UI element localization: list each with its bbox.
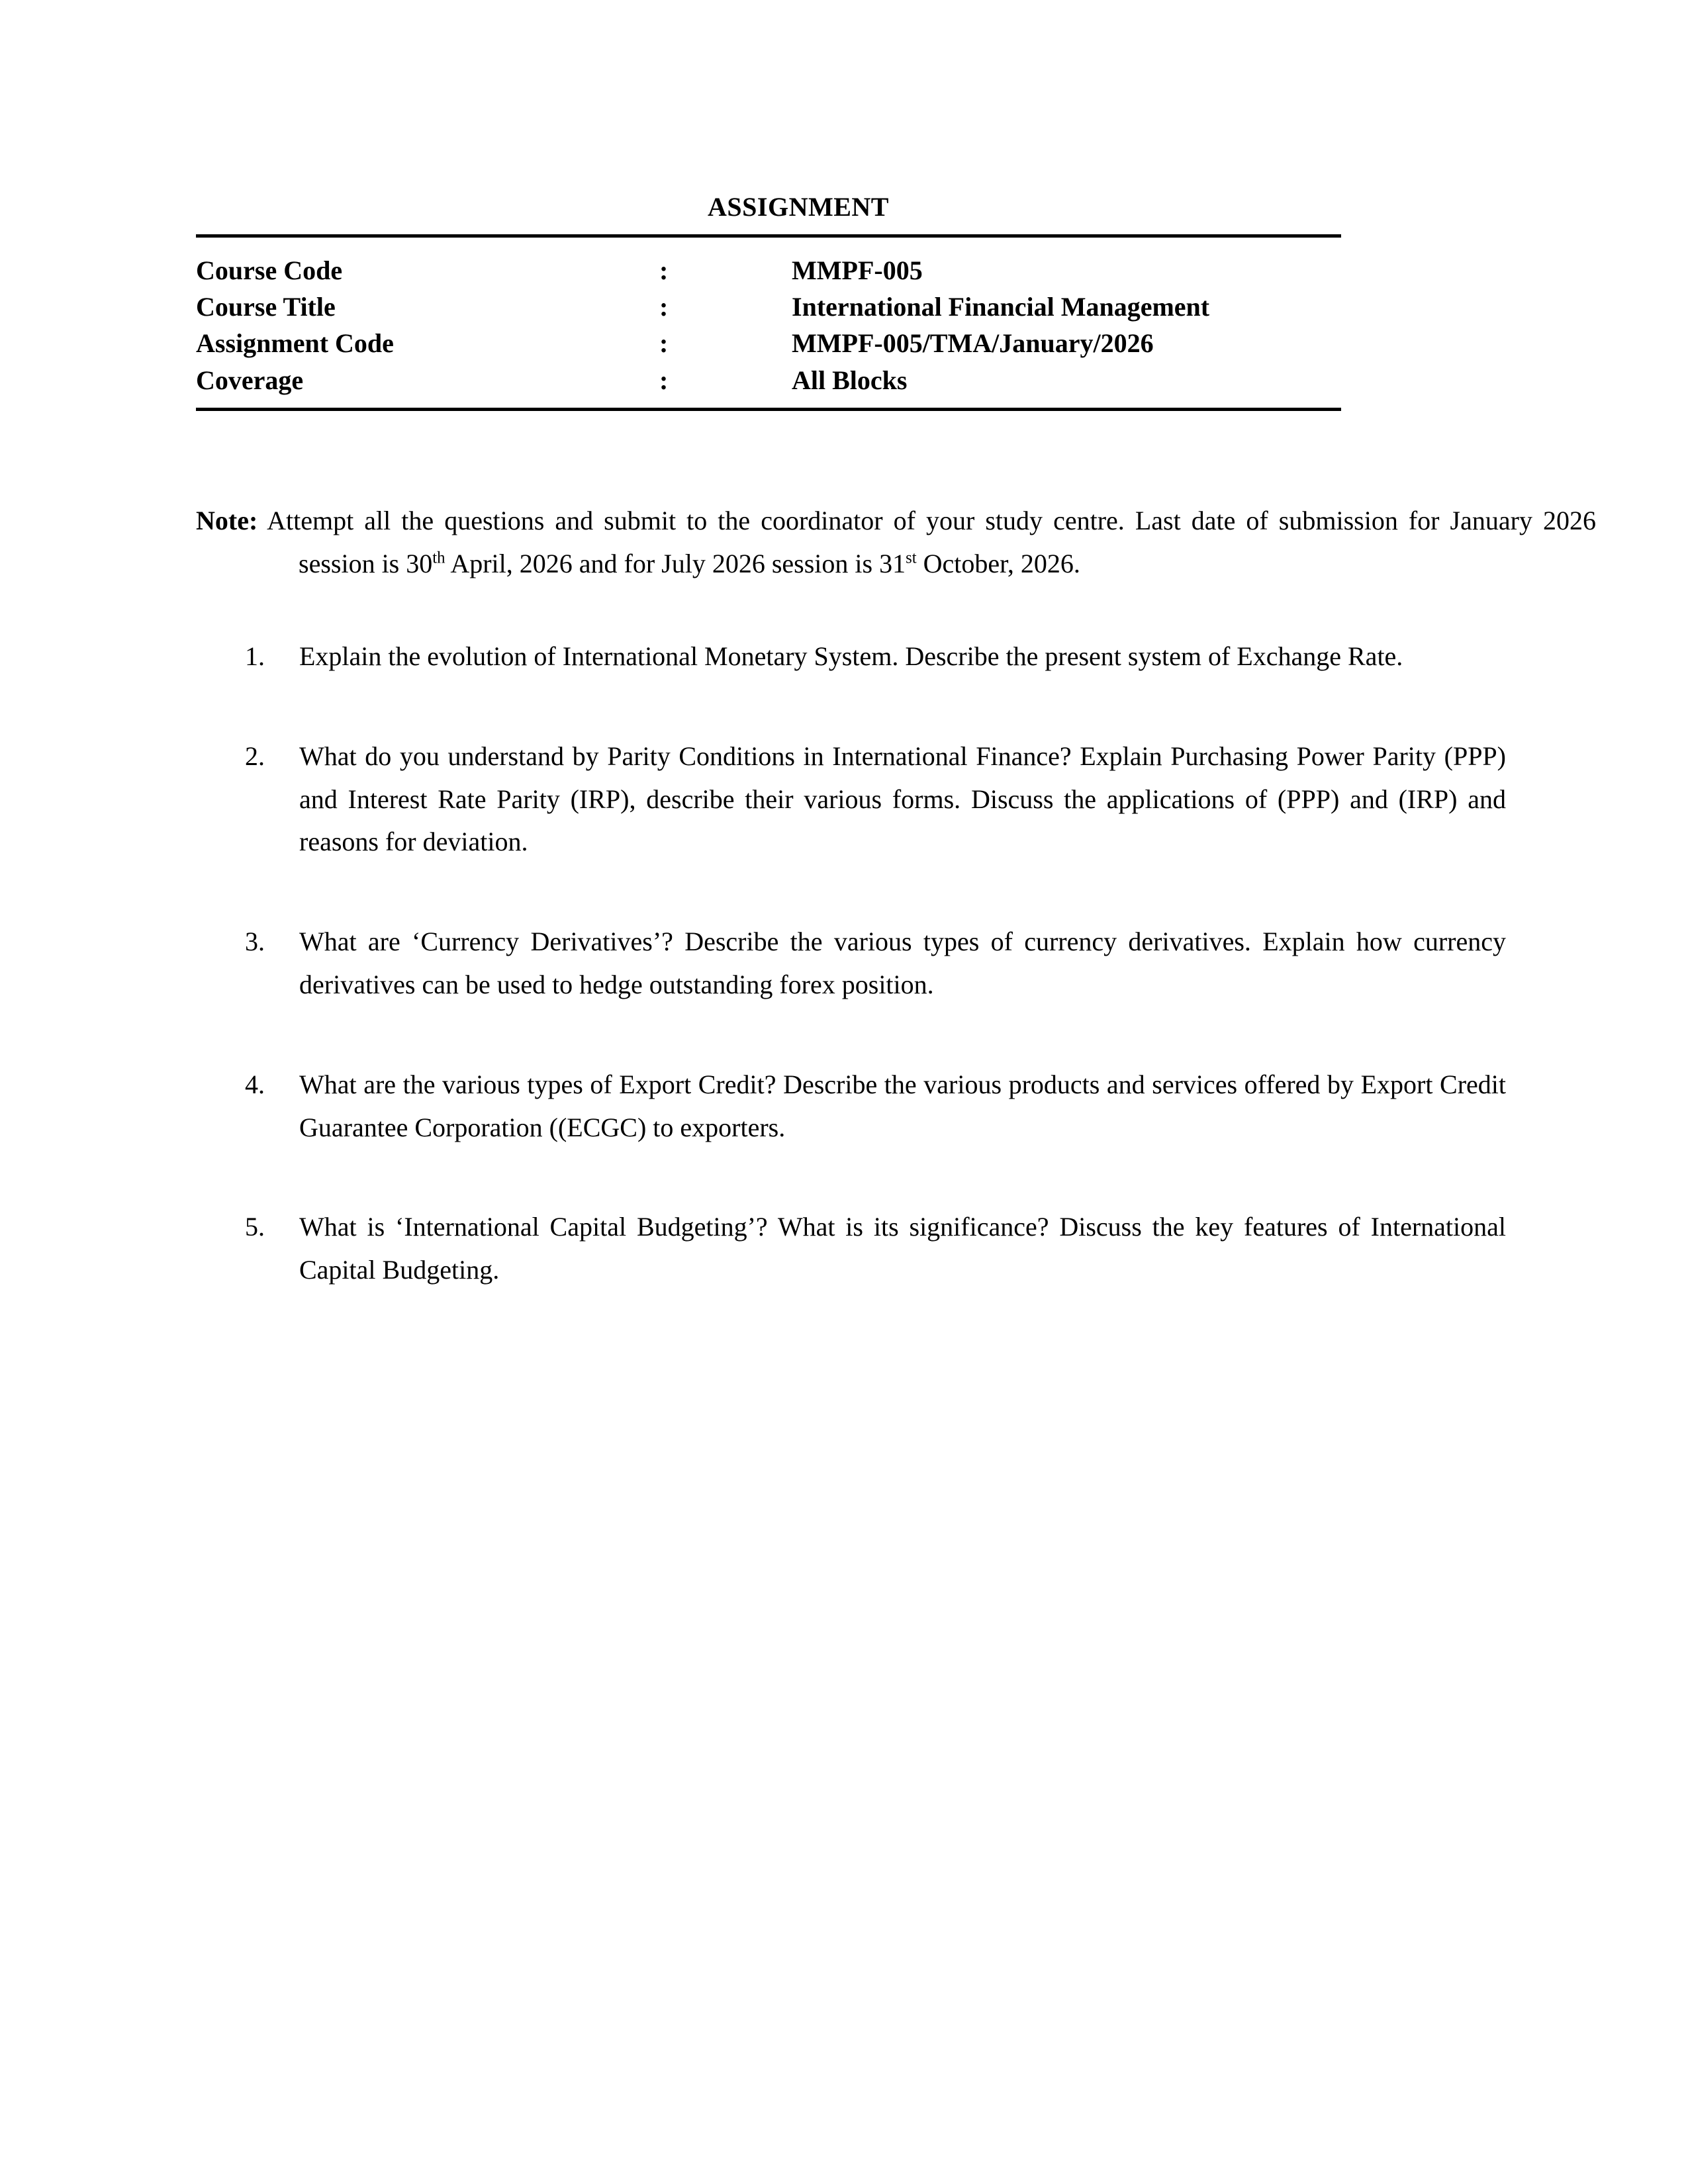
note-label: Note: bbox=[196, 506, 258, 535]
submission-note bbox=[196, 500, 1596, 586]
info-value-assignment-code: MMPF-005/TMA/January/2026 bbox=[792, 328, 1154, 359]
question-text-2: What do you understand by Parity Conditions in International Finance? Explain Purchasing Power Parity (PPP) and Interest Rate Parity (IRP), describe their various forms. Discuss the applications of (PPP) and (IRP) and reasons for deviation. bbox=[299, 741, 1506, 857]
table-row bbox=[196, 362, 1341, 398]
page-title: ASSIGNMENT bbox=[708, 192, 889, 222]
question-number-3: 3. bbox=[245, 927, 265, 957]
course-info-body bbox=[196, 252, 1341, 398]
info-colon-assignment-code: : bbox=[659, 328, 669, 359]
info-colon-course-title: : bbox=[659, 292, 669, 322]
note-ordinal-st: st bbox=[906, 549, 917, 567]
list-item bbox=[245, 635, 1506, 678]
note-text-part-2: April, 2026 and for July 2026 session is 31 bbox=[445, 548, 906, 578]
question-text-3: What are ‘Currency Derivatives’? Describe the various types of currency derivatives. Explain how currency derivatives can be used to hedge outstanding forex position. bbox=[299, 927, 1506, 999]
question-number-1: 1. bbox=[245, 641, 265, 671]
info-colon-course-code: : bbox=[659, 255, 669, 285]
list-item bbox=[245, 921, 1506, 1007]
header-block bbox=[196, 192, 1341, 411]
header-rule-top bbox=[196, 234, 1341, 238]
note-ordinal-th: th bbox=[432, 549, 445, 567]
info-colon-coverage: : bbox=[659, 365, 669, 395]
list-item bbox=[245, 735, 1506, 864]
question-text-5: What is ‘International Capital Budgeting’? What is its significance? Discuss the key features of International Capital Budgeting. bbox=[299, 1212, 1506, 1285]
table-row bbox=[196, 252, 1341, 289]
info-label-course-title: Course Title bbox=[196, 292, 336, 322]
course-info-table bbox=[196, 252, 1341, 398]
info-label-course-code: Course Code bbox=[196, 255, 343, 285]
question-text-4: What are the various types of Export Credit? Describe the various products and services offered by Export Credit Guarantee Corporation ((ECGC) to exporters. bbox=[299, 1069, 1506, 1142]
table-row bbox=[196, 289, 1341, 325]
question-number-2: 2. bbox=[245, 741, 265, 771]
table-row bbox=[196, 325, 1341, 361]
info-value-course-title: International Financial Management bbox=[792, 292, 1210, 322]
note-text-part-3: October, 2026. bbox=[916, 548, 1080, 578]
question-number-5: 5. bbox=[245, 1212, 265, 1242]
header-rule-bottom bbox=[196, 408, 1341, 411]
note-text-part-1: Attempt all the questions and submit to the coordinator of your study centre. Last date of submission for January 2026 session is 30 bbox=[258, 506, 1596, 578]
info-value-course-code: MMPF-005 bbox=[792, 255, 923, 285]
info-label-assignment-code: Assignment Code bbox=[196, 328, 394, 359]
question-list bbox=[245, 635, 1506, 1292]
question-number-4: 4. bbox=[245, 1069, 265, 1099]
question-text-1: Explain the evolution of International Monetary System. Describe the present system of Exchange Rate. bbox=[299, 641, 1403, 671]
info-value-coverage: All Blocks bbox=[792, 365, 908, 395]
info-label-coverage: Coverage bbox=[196, 365, 304, 395]
list-item bbox=[245, 1064, 1506, 1150]
list-item bbox=[245, 1206, 1506, 1292]
